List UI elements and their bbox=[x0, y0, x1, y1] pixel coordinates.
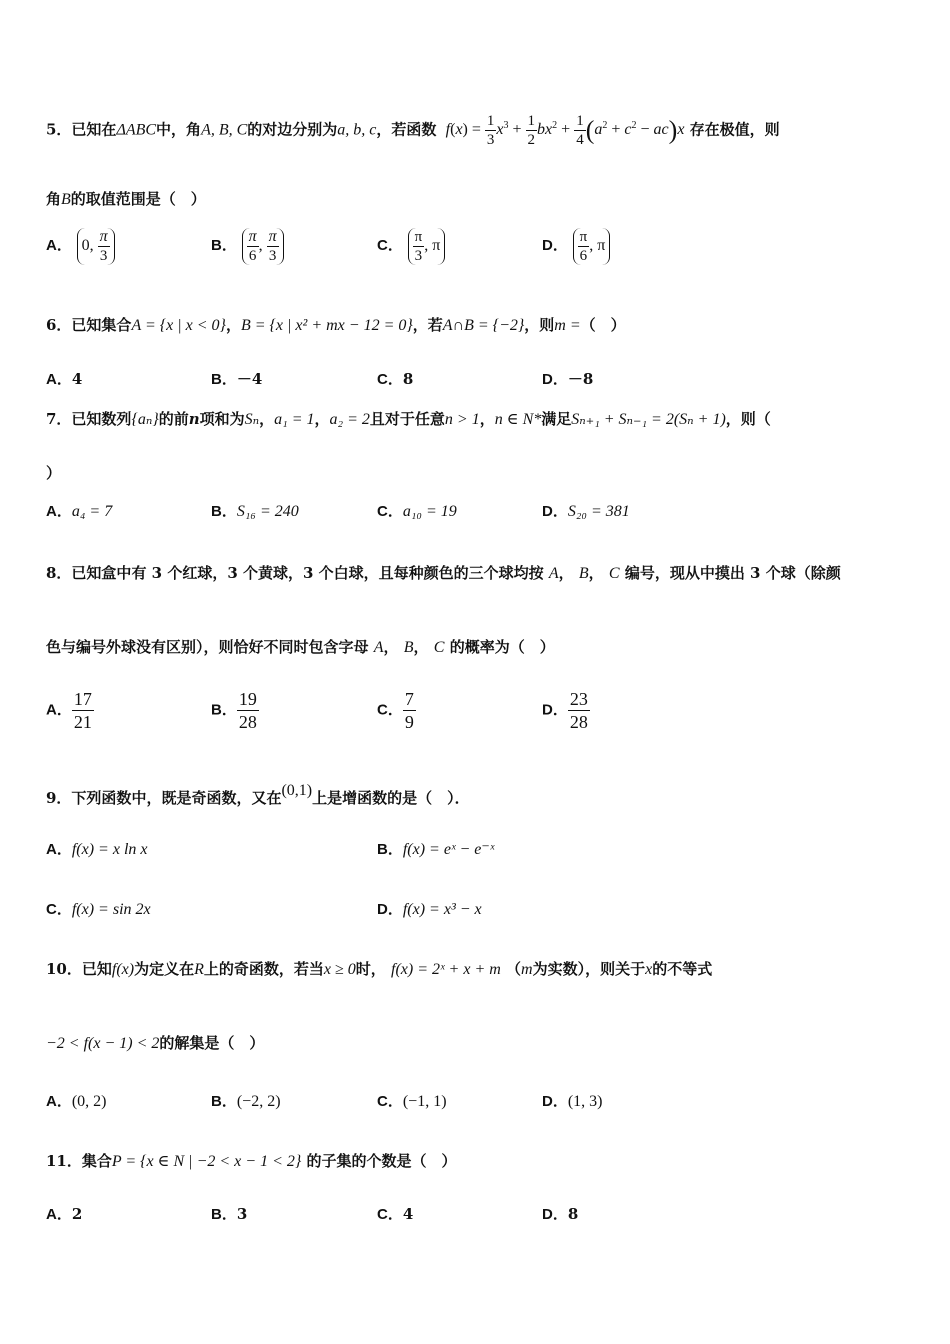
fraction-numerator: 17 bbox=[73, 689, 92, 709]
q11-set: P = {x ∈ N | −2 < x − 1 < 2} bbox=[111, 1153, 302, 1170]
option-text: S₁₆ = 240 bbox=[236, 503, 299, 520]
q10-option-d[interactable] bbox=[542, 1090, 603, 1111]
q5-option-c[interactable]: C． $\frac{\pi}{3}$ , π bbox=[377, 228, 445, 265]
option-label: A． bbox=[46, 237, 72, 255]
q9-option-a[interactable] bbox=[46, 838, 148, 859]
q6-set-b: B = {x | x² + mx − 12 = 0} bbox=[240, 317, 413, 334]
option-label: A． bbox=[46, 503, 72, 520]
q8-text: 编号，现从中摸出 3 个球（除颜 bbox=[624, 564, 841, 582]
question-11-stem bbox=[46, 1150, 457, 1171]
option-text: －4 bbox=[236, 370, 263, 388]
q6-condition: A∩B = {−2} bbox=[442, 317, 525, 334]
q6-option-b[interactable] bbox=[211, 368, 262, 389]
q8-option-b[interactable] bbox=[211, 688, 259, 733]
q5-text: 中，角 bbox=[156, 120, 202, 139]
fraction-denominator: 28 bbox=[569, 712, 588, 732]
q7-sn: Sₙ bbox=[244, 411, 260, 428]
q5-option-d[interactable]: D． $\frac{\pi}{6}$ , π bbox=[542, 228, 610, 265]
fraction-denominator: 9 bbox=[404, 712, 414, 732]
q10-text: （ bbox=[506, 960, 522, 978]
q11-option-b[interactable] bbox=[211, 1203, 247, 1224]
question-5-stem-line2 bbox=[46, 188, 206, 209]
fraction-denominator: 28 bbox=[238, 712, 257, 732]
q6-text: 6．已知集合 bbox=[46, 316, 132, 334]
option-label: B． bbox=[211, 503, 237, 520]
option-text: f(x) = x ln x bbox=[71, 841, 148, 858]
q5-text: 存在极值，则 bbox=[689, 120, 780, 139]
q5-option-a[interactable]: A． 0, $\frac{\pi}{3}$ bbox=[46, 228, 115, 265]
option-label: B． bbox=[211, 237, 237, 255]
q8-letter-b: B bbox=[578, 565, 589, 582]
q9-interval: (0,1) bbox=[281, 782, 313, 799]
q5-triangle: ΔABC bbox=[116, 121, 157, 139]
q10-option-c[interactable] bbox=[377, 1090, 447, 1111]
q8-letter-c: C bbox=[608, 565, 620, 582]
q6-option-c[interactable] bbox=[377, 368, 413, 389]
q5-function-formula: f(x) = $\frac{1}{3}$ $x^3$ + $\frac{1}{2}$ $bx^2$ + $\frac{1}{4}$ $(a^2 + c^2 - ac)x$ bbox=[445, 113, 685, 148]
option-label: D． bbox=[377, 901, 403, 918]
q10-text: 10．已知 bbox=[46, 960, 112, 978]
q10-text: 上的奇函数，若当 bbox=[203, 960, 324, 978]
q10-x: x bbox=[645, 961, 653, 978]
q5-text: ，若函数 bbox=[376, 120, 437, 139]
option-label: D． bbox=[542, 371, 568, 388]
option-label: C． bbox=[46, 901, 72, 918]
q10-fx: f(x) bbox=[111, 961, 135, 978]
question-9-stem bbox=[46, 782, 470, 808]
q7-text: ） bbox=[46, 464, 62, 482]
q5-angle-b: B bbox=[61, 191, 71, 208]
q7-text: 且对于任意 bbox=[369, 410, 445, 428]
option-text: 2 bbox=[71, 1205, 83, 1223]
option-label: B． bbox=[211, 1206, 237, 1223]
q9-option-d[interactable] bbox=[377, 898, 482, 919]
q8-text: 的概率为（ ） bbox=[449, 638, 555, 656]
q10-text: 的解集是（ ） bbox=[159, 1034, 265, 1052]
q8-option-c[interactable] bbox=[377, 688, 416, 733]
q7-relation: Sₙ₊₁ + Sₙ₋₁ = 2(Sₙ + 1) bbox=[571, 411, 726, 428]
q5-option-b[interactable]: B． $\frac{\pi}{6}$ , $\frac{\pi}{3}$ bbox=[211, 228, 284, 265]
option-label: A． bbox=[46, 1093, 72, 1110]
q7-text: 项和为 bbox=[199, 410, 245, 428]
option-label: A． bbox=[46, 1206, 72, 1223]
q8-letter-b: B bbox=[403, 639, 414, 656]
q11-option-d[interactable] bbox=[542, 1203, 578, 1224]
option-text: f(x) = x³ − x bbox=[402, 901, 482, 918]
option-text: 4 bbox=[71, 370, 83, 388]
q8-letter-c: C bbox=[433, 639, 445, 656]
q10-text: 为定义在 bbox=[134, 960, 195, 978]
option-label: C． bbox=[377, 1093, 403, 1110]
q9-text: 9．下列函数中，既是奇函数，又在 bbox=[46, 789, 282, 807]
option-text: S₂₀ = 381 bbox=[567, 503, 630, 520]
q9-option-c[interactable] bbox=[46, 898, 151, 919]
q6-set-a: A = {x | x < 0} bbox=[131, 317, 226, 334]
option-label: B． bbox=[211, 371, 237, 388]
q7-a2: a₂ = 2 bbox=[329, 411, 370, 428]
option-label: D． bbox=[542, 503, 568, 520]
option-label: B． bbox=[211, 1093, 237, 1110]
question-5-stem bbox=[46, 112, 780, 149]
question-10-stem bbox=[46, 958, 712, 979]
option-label: B． bbox=[377, 841, 403, 858]
question-8-stem: 8．已知盒中有 3 个红球，3 个黄球，3 个白球，且每种颜色的三个球均按 A， B， C 编号，现从中摸出 3 个球（除颜 bbox=[46, 564, 841, 582]
question-8-stem-line2: 色与编号外球没有区别），则恰好不同时包含字母 A， B， C 的概率为（ ） bbox=[46, 638, 555, 656]
q9-text: 上是增函数的是（ ）． bbox=[312, 789, 470, 807]
fraction-denominator: 21 bbox=[73, 712, 92, 732]
option-label: D． bbox=[542, 1093, 568, 1110]
q5-sides: a, b, c bbox=[337, 121, 377, 139]
q10-r: R bbox=[194, 961, 204, 978]
q6-text: ， bbox=[225, 316, 241, 334]
q5-text: 角 bbox=[46, 190, 62, 208]
option-label: C． bbox=[377, 1206, 403, 1223]
option-label: B． bbox=[211, 701, 237, 719]
q10-inequality: −2 < f(x − 1) < 2 bbox=[46, 1035, 160, 1052]
q5-text: 的取值范围是（ ） bbox=[70, 190, 206, 208]
fraction-numerator: 19 bbox=[238, 689, 257, 709]
q11-text: 11．集合 bbox=[46, 1152, 112, 1170]
option-text: a₄ = 7 bbox=[71, 503, 113, 520]
q10-text: 时， bbox=[355, 960, 386, 978]
q10-option-a[interactable] bbox=[46, 1090, 107, 1111]
option-label: D． bbox=[542, 237, 568, 255]
option-text: 4 bbox=[402, 1205, 414, 1223]
q7-text: 的前 bbox=[158, 410, 189, 428]
q10-condition: x ≥ 0 bbox=[323, 961, 356, 978]
q6-text: ，若 bbox=[412, 316, 443, 334]
q10-text: 为实数），则关于 bbox=[532, 960, 646, 978]
option-text: f(x) = eˣ − e⁻ˣ bbox=[402, 841, 495, 858]
q10-option-b[interactable] bbox=[211, 1090, 281, 1111]
q10-definition: f(x) = 2ˣ + x + m bbox=[391, 961, 501, 978]
option-label: C． bbox=[377, 237, 403, 255]
q6-m: m = bbox=[554, 317, 581, 334]
option-label: D． bbox=[542, 1206, 568, 1223]
option-text: 8 bbox=[402, 370, 414, 388]
q6-text: （ ） bbox=[580, 316, 626, 334]
option-label: C． bbox=[377, 503, 403, 520]
question-10-stem-line2 bbox=[46, 1032, 264, 1053]
q7-text: 满足 bbox=[541, 410, 572, 428]
q7-n-condition: n > 1 bbox=[444, 411, 480, 428]
fraction-numerator: 23 bbox=[569, 689, 588, 709]
q7-n-domain: n ∈ N* bbox=[494, 411, 542, 428]
option-label: A． bbox=[46, 371, 72, 388]
q8-option-a[interactable] bbox=[46, 688, 94, 733]
option-text: (0, 2) bbox=[71, 1093, 107, 1110]
question-6-stem bbox=[46, 314, 626, 335]
option-text: 8 bbox=[567, 1205, 579, 1223]
option-text: a₁₀ = 19 bbox=[402, 503, 457, 520]
q5-angles: A, B, C bbox=[201, 121, 248, 139]
fraction-numerator: 7 bbox=[404, 689, 414, 709]
q7-option-d[interactable] bbox=[542, 500, 630, 521]
q7-sequence: {aₙ} bbox=[131, 411, 159, 428]
q5-text: 的对边分别为 bbox=[247, 120, 338, 139]
q8-text: 色与编号外球没有区别），则恰好不同时包含字母 bbox=[46, 638, 369, 656]
option-label: A． bbox=[46, 701, 72, 719]
q8-letter-a: A bbox=[373, 639, 384, 656]
q5-text: 5．已知在 bbox=[46, 120, 117, 139]
question-7-stem: 7．已知数列{aₙ}的前n项和为Sₙ，a₁ = 1，a₂ = 2且对于任意n > 1，n ∈ N*满足Sₙ₊₁ + Sₙ₋₁ = 2(Sₙ + 1)，则（ bbox=[46, 410, 771, 428]
option-text: －8 bbox=[567, 370, 594, 388]
q6-option-a[interactable] bbox=[46, 368, 82, 389]
q7-text: ，则（ bbox=[725, 410, 771, 428]
q7-n: n bbox=[188, 410, 200, 428]
option-text: 3 bbox=[236, 1205, 248, 1223]
option-text: (1, 3) bbox=[567, 1093, 603, 1110]
q10-m: m bbox=[521, 961, 533, 978]
q11-option-a[interactable] bbox=[46, 1203, 82, 1224]
q7-option-a[interactable] bbox=[46, 500, 112, 521]
q6-text: ，则 bbox=[524, 316, 555, 334]
option-text: (−1, 1) bbox=[402, 1093, 447, 1110]
q7-option-b[interactable] bbox=[211, 500, 299, 521]
option-label: C． bbox=[377, 701, 403, 719]
q11-text: 的子集的个数是（ ） bbox=[306, 1152, 457, 1170]
option-label: D． bbox=[542, 701, 568, 719]
q9-option-b[interactable] bbox=[377, 838, 494, 859]
option-text: f(x) = sin 2x bbox=[71, 901, 151, 918]
option-label: C． bbox=[377, 371, 403, 388]
q8-letter-a: A bbox=[548, 565, 559, 582]
q11-option-c[interactable] bbox=[377, 1203, 413, 1224]
q10-text: 的不等式 bbox=[652, 960, 713, 978]
option-text: (−2, 2) bbox=[236, 1093, 281, 1110]
q6-option-d[interactable] bbox=[542, 368, 593, 389]
option-label: A． bbox=[46, 841, 72, 858]
question-7-stem-line2 bbox=[46, 462, 61, 483]
q7-text: 7．已知数列 bbox=[46, 410, 132, 428]
q7-option-c[interactable] bbox=[377, 500, 457, 521]
q7-a1: a₁ = 1 bbox=[274, 411, 315, 428]
q8-option-d[interactable] bbox=[542, 688, 590, 733]
q8-text: 8．已知盒中有 3 个红球，3 个黄球，3 个白球，且每种颜色的三个球均按 bbox=[46, 564, 544, 582]
